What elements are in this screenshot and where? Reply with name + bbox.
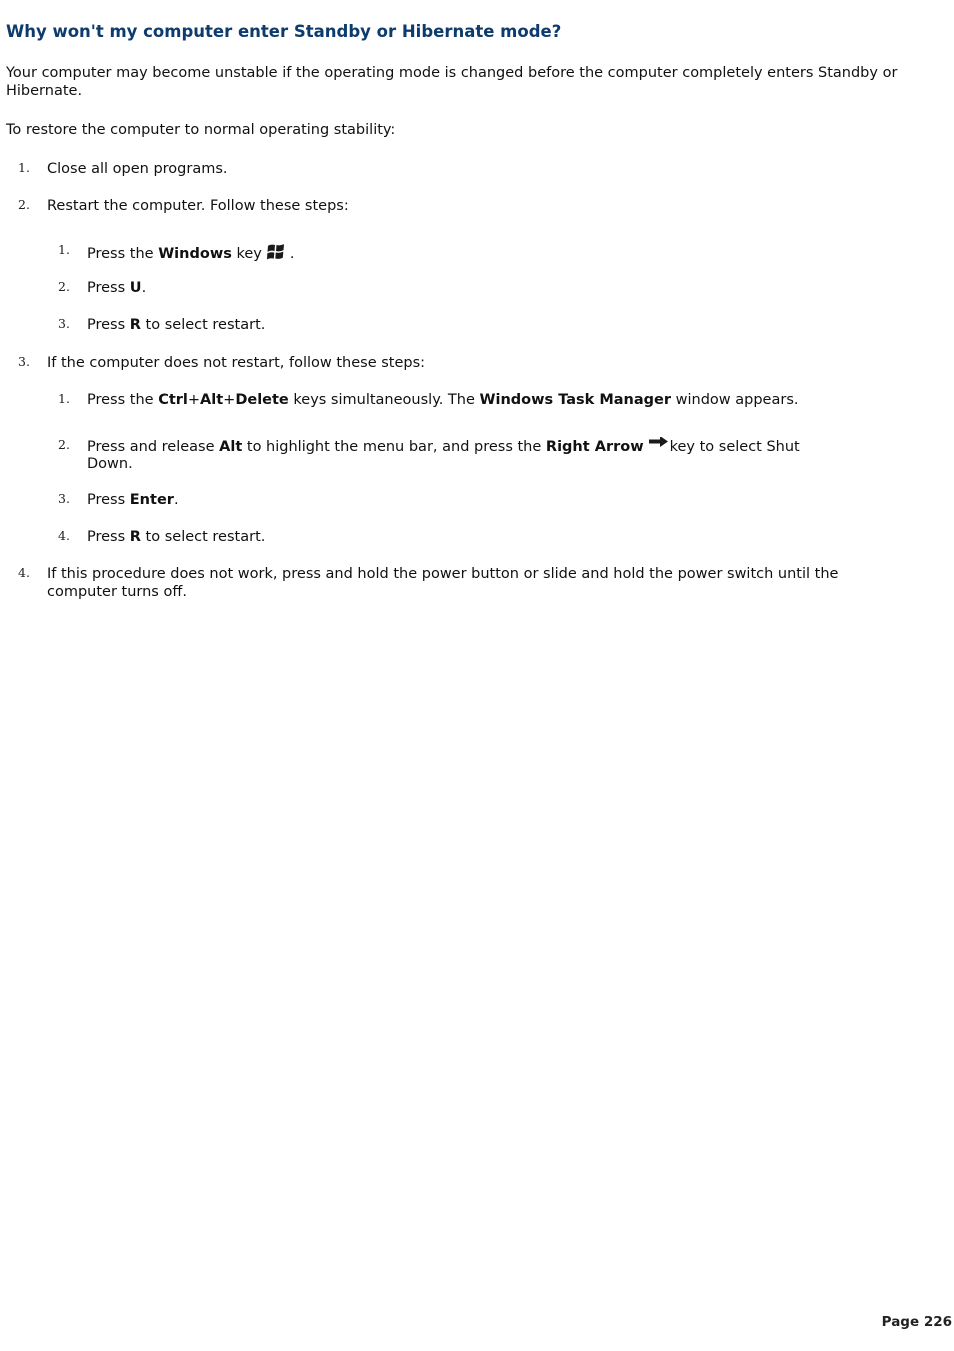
step-3-sub-4-number: 4. [58, 528, 70, 543]
step-3-sub-2-number: 2. [58, 437, 70, 452]
step-3-sub-1-text: Press the Ctrl+Alt+Delete keys simultaneously. The Windows Task Manager window appears. [87, 392, 799, 408]
step-4-text-line-1: If this procedure does not work, press and hold the power button or slide and hold the power switch until the [47, 566, 839, 582]
step-3-sub-3-text: Press Enter. [87, 492, 179, 508]
page-title: Why won't my computer enter Standby or Hibernate mode? [6, 22, 562, 41]
step-3-sub-2-text-line-2: Down. [87, 456, 133, 472]
right-arrow-icon [648, 437, 670, 456]
step-3-number: 3. [18, 354, 30, 369]
intro-paragraph: Your computer may become unstable if the operating mode is changed before the computer completely enters Standby or Hibernate. [6, 65, 898, 99]
step-3-sub-4-text: Press R to select restart. [87, 529, 266, 545]
step-1-text: Close all open programs. [47, 161, 228, 177]
step-3-text: If the computer does not restart, follow these steps: [47, 355, 426, 371]
step-2-sub-3-text: Press R to select restart. [87, 317, 266, 333]
restore-lead: To restore the computer to normal operating stability: [6, 122, 396, 138]
step-3-sub-3-number: 3. [58, 491, 70, 506]
step-4-number: 4. [18, 565, 30, 580]
step-2-number: 2. [18, 197, 30, 212]
step-2-text: Restart the computer. Follow these steps: [47, 198, 349, 214]
page-number: Page 226 [881, 1314, 952, 1330]
step-4-text-line-2: computer turns off. [47, 584, 187, 600]
step-2-sub-1-number: 1. [58, 242, 70, 257]
windows-logo-icon [266, 242, 286, 265]
step-3-sub-1-number: 1. [58, 391, 70, 406]
step-2-sub-1-text: Press the Windows key . [87, 242, 294, 265]
step-1-number: 1. [18, 160, 30, 175]
step-2-sub-2-text: Press U. [87, 280, 147, 296]
step-3-sub-2-text: Press and release Alt to highlight the menu bar, and press the Right Arrow key to select Shut [87, 437, 800, 456]
step-2-sub-2-number: 2. [58, 279, 70, 294]
step-2-sub-3-number: 3. [58, 316, 70, 331]
